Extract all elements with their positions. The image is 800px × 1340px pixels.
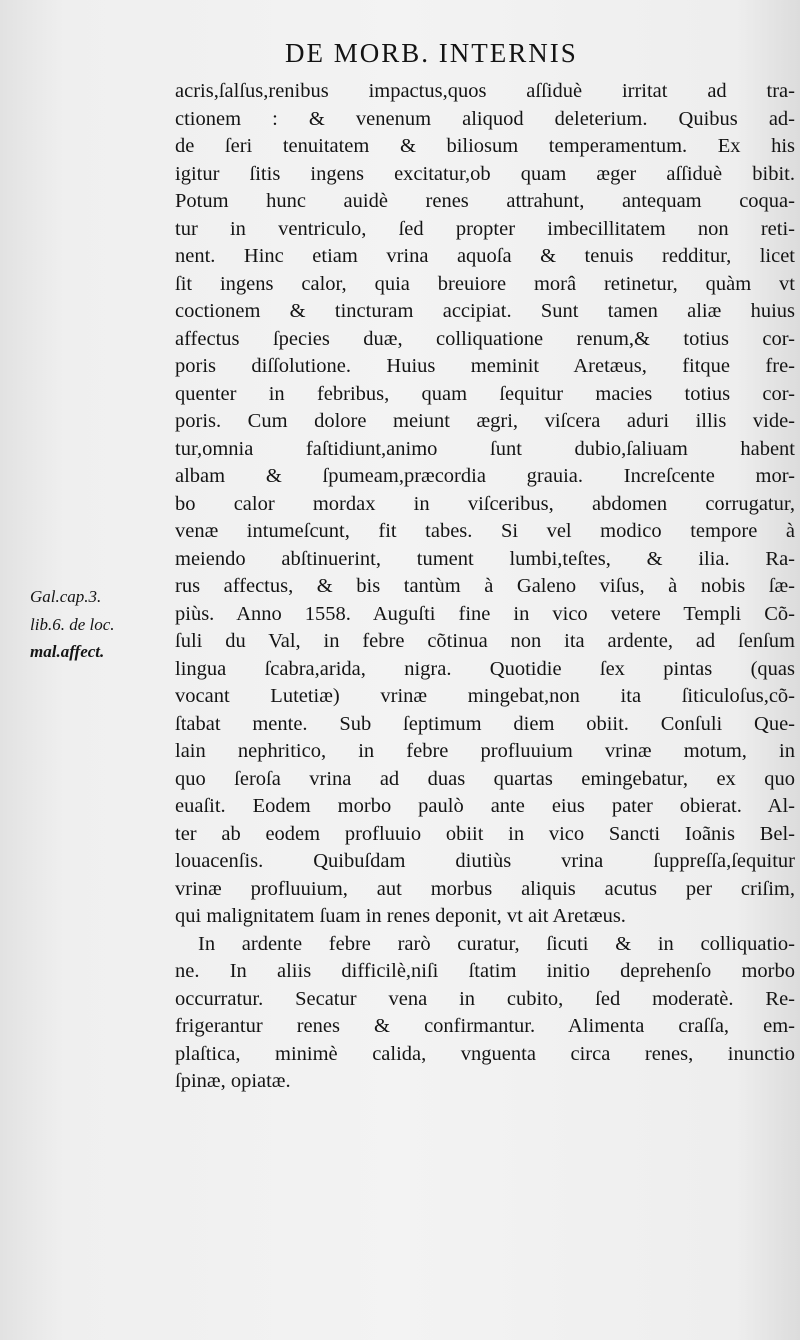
- text-line: vocant Lutetiæ) vrinæ mingebat,non ita ſiticuloſus,cõ-: [175, 685, 795, 707]
- text-line: ſpinæ, opiatæ.: [175, 1070, 291, 1092]
- margin-citation-line: lib.6. de loc.: [30, 614, 115, 634]
- text-line: lain nephritico, in febre profluuium vrinæ motum, in: [175, 740, 795, 762]
- running-title: DE MORB. INTERNIS: [285, 38, 578, 68]
- text-line: albam & ſpumeam,præcordia grauia. Increſcente mor-: [175, 465, 795, 487]
- text-line: poris diſſolutione. Huius meminit Aretæus, fitque fre-: [175, 355, 795, 377]
- text-line: coctionem & tincturam accipiat. Sunt tamen aliæ huius: [175, 300, 795, 322]
- text-line: bo calor mordax in viſceribus, abdomen corrugatur,: [175, 492, 795, 515]
- text-line: vrinæ profluuium, aut morbus aliquis acutus per criſim,: [175, 877, 795, 900]
- text-line: ſtabat mente. Sub ſeptimum diem obiit. Conſuli Que-: [175, 712, 795, 735]
- margin-citation: [30, 583, 175, 666]
- text-line: ſit ingens calor, quia breuiore morâ retinetur, quàm vt: [175, 272, 795, 295]
- text-line: tur,omnia faſtidiunt,animo ſunt dubio,ſaliuam habent: [175, 437, 795, 460]
- text-line: quenter in febribus, quam ſequitur macies totius cor-: [175, 382, 795, 405]
- text-line: piùs. Anno 1558. Auguſti fine in vico vetere Templi Cõ-: [175, 602, 795, 625]
- text-line: quo ſeroſa vrina ad duas quartas emingebatur, ex quo: [175, 767, 795, 790]
- text-line: occurratur. Secatur vena in cubito, ſed moderatè. Re-: [175, 987, 795, 1010]
- text-line: venæ intumeſcunt, fit tabes. Si vel modico tempore à: [175, 520, 795, 542]
- text-line: acris,ſalſus,renibus impactus,quos aſſiduè irritat ad tra-: [175, 80, 795, 102]
- text-line: de ſeri tenuitatem & biliosum temperamentum. Ex his: [175, 135, 795, 157]
- text-line: tur in ventriculo, ſed propter imbecillitatem non reti-: [175, 217, 795, 240]
- text-line: qui malignitatem ſuam in renes deponit, vt ait Aretæus.: [175, 905, 626, 927]
- text-line: euaſit. Eodem morbo paulò ante eius pater obierat. Al-: [175, 795, 795, 817]
- text-line: Potum hunc auidè renes attrahunt, antequam coqua-: [175, 190, 795, 212]
- text-line: poris. Cum dolore meiunt ægri, viſcera aduri illis vide-: [175, 410, 795, 432]
- text-line: affectus ſpecies duæ, colliquatione renum,& totius cor-: [175, 327, 795, 350]
- text-line: ctionem : & venenum aliquod deleterium. Quibus ad-: [175, 107, 795, 130]
- text-line: ſuli du Val, in febre cõtinua non ita ardente, ad ſenſum: [175, 630, 795, 652]
- text-line: plaſtica, minimè calida, vnguenta circa renes, inunctio: [175, 1042, 795, 1065]
- text-line: meiendo abſtinuerint, tument lumbi,teſtes, & ilia. Ra-: [175, 547, 795, 570]
- text-line: lingua ſcabra,arida, nigra. Quotidie ſex pintas (quas: [175, 657, 795, 680]
- text-line: frigerantur renes & confirmantur. Alimenta craſſa, em-: [175, 1015, 795, 1037]
- text-line: ne. In aliis difficilè,niſi ſtatim initio deprehenſo morbo: [175, 960, 795, 982]
- margin-citation-line: Gal.cap.3.: [30, 587, 102, 606]
- text-line: In ardente febre rarò curatur, ſicuti & in colliquatio-: [198, 932, 795, 955]
- body-text: [175, 78, 795, 1096]
- text-line: rus affectus, & bis tantùm à Galeno viſus, à nobis ſæ-: [175, 575, 795, 597]
- margin-citation-line: mal.affect.: [30, 642, 105, 661]
- text-line: louacenſis. Quibuſdam diutiùs vrina ſuppreſſa,ſequitur: [175, 850, 795, 872]
- text-line: nent. Hinc etiam vrina aquoſa & tenuis redditur, licet: [175, 245, 795, 267]
- text-line: ter ab eodem profluuio obiit in vico Sancti Ioãnis Bel-: [175, 822, 795, 845]
- text-line: igitur ſitis ingens excitatur,ob quam æger aſſiduè bibit.: [175, 162, 795, 185]
